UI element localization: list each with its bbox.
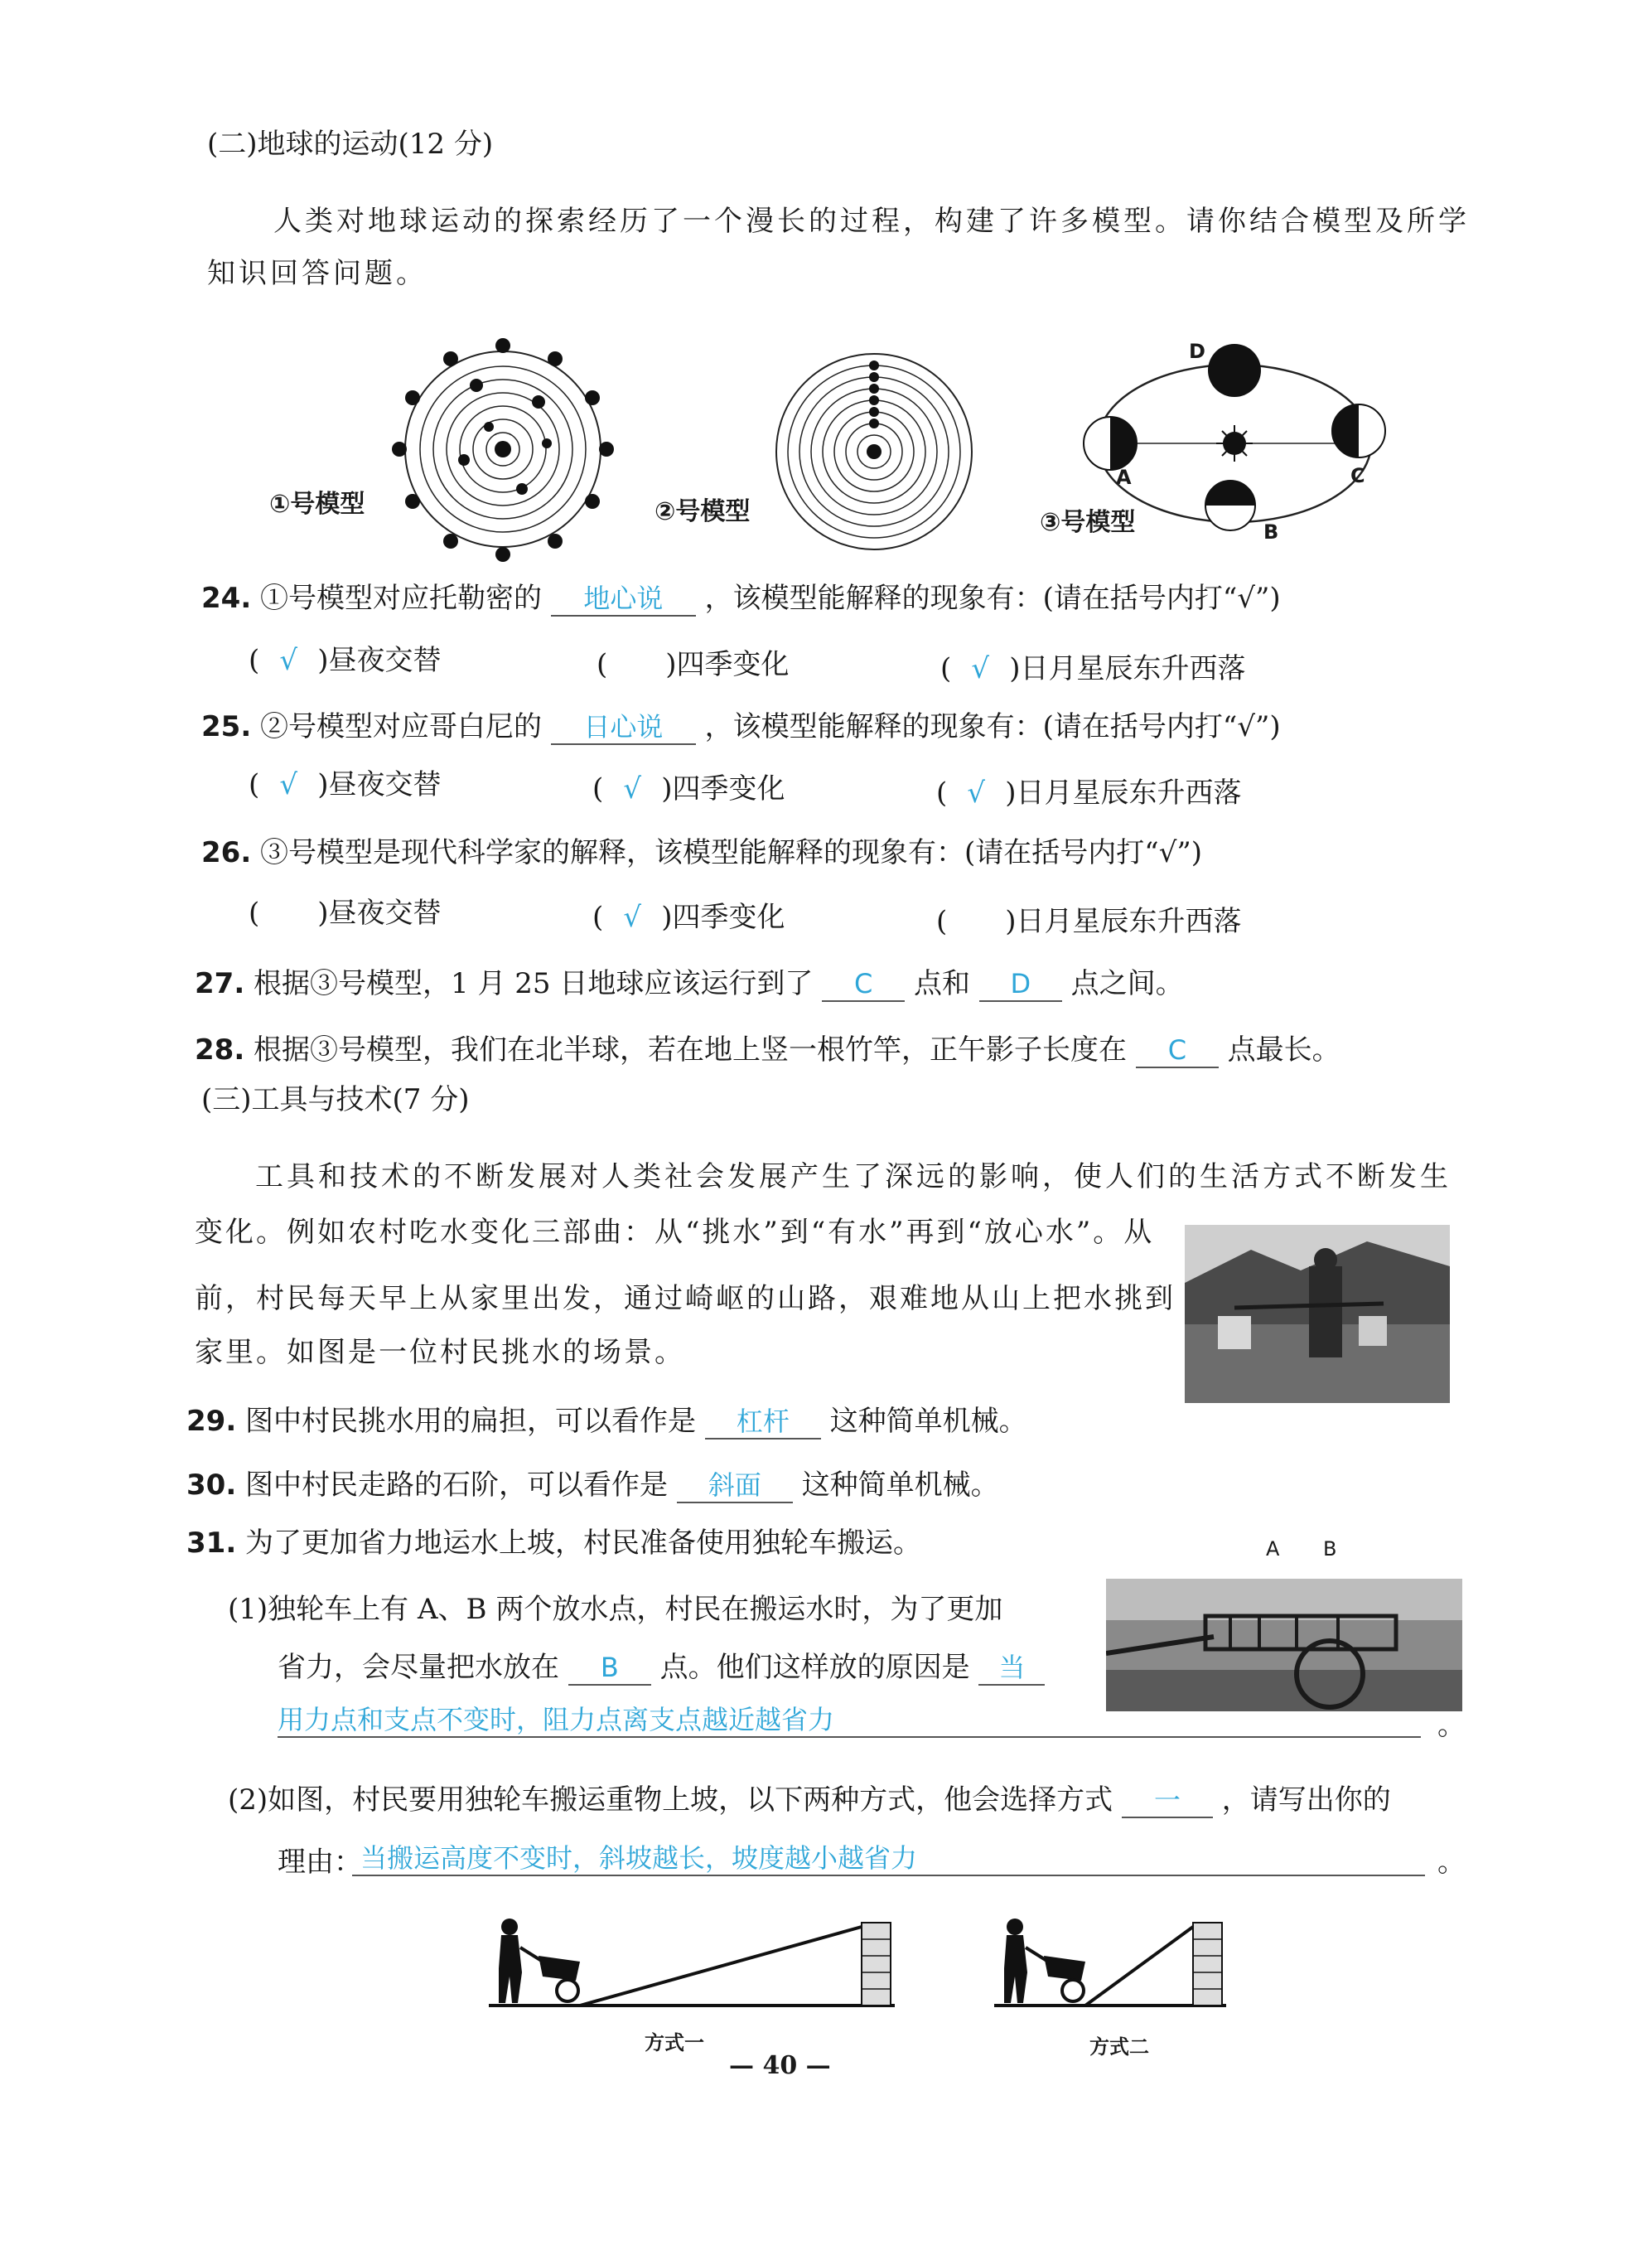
q27-text-c: 点之间。 <box>1070 967 1184 1000</box>
q31-p1-answer2-line <box>278 1703 1429 1740</box>
q31-p2-line1: (2)如图，村民要用独轮车搬运重物上坡，以下两种方式，他会选择方式 一 ，请写出你的 <box>228 1783 1391 1817</box>
page-number: — 40 — <box>729 2051 831 2080</box>
section3-intro-line2: 变化。例如农村吃水变化三部曲：从“挑水”到“有水”再到“放心水”。从 <box>195 1216 1155 1249</box>
q25-line <box>201 709 1281 745</box>
q27-answer2: D <box>979 967 1062 1002</box>
q26-line <box>201 835 1202 871</box>
q31-p1-line2: 省力，会尽量把水放在 B 点。他们这样放的原因是 当 <box>278 1649 1045 1686</box>
q31-p1-answer2: 用力点和支点不变时，阻力点离支点越近越省力 <box>278 1704 835 1735</box>
q27-line <box>195 965 1184 1002</box>
q25-opt1-mark: √ <box>279 768 298 801</box>
q24-text-a: ①号模型对应托勒密的 <box>260 582 543 615</box>
q30-answer: 斜面 <box>677 1469 793 1503</box>
q24-opt3-mark: √ <box>971 652 990 685</box>
q31-p1-line1: (1)独轮车上有 A、B 两个放水点，村民在搬运水时，为了更加 <box>228 1593 1003 1626</box>
q25-opt2: ( √ )四季变化 <box>592 772 785 806</box>
q26-opt1: ( )昼夜交替 <box>249 897 442 930</box>
orbit-label-b: B <box>1263 520 1279 544</box>
model1-geocentric-figure <box>389 336 617 564</box>
q27-text-b: 点和 <box>914 967 970 1000</box>
villager-carrying-water-photo <box>1185 1225 1450 1403</box>
q29-text-a: 图中村民挑水用的扁担，可以看作是 <box>245 1405 697 1438</box>
model2-caption: ②号模型 <box>655 497 751 526</box>
q28-text-a: 根据③号模型，我们在北半球，若在地上竖一根竹竿，正午影子长度在 <box>254 1033 1128 1067</box>
q24-opt1: ( √ )昼夜交替 <box>249 644 442 677</box>
way2-caption: 方式二 <box>1089 2035 1149 2059</box>
q25-opt1: ( √ )昼夜交替 <box>249 768 442 801</box>
orbit-label-d: D <box>1189 340 1205 363</box>
q27-answer1: C <box>822 967 905 1002</box>
q27-text-a: 根据③号模型，1 月 25 日地球应该运行到了 <box>254 967 814 1000</box>
model2-heliocentric-figure <box>770 348 978 555</box>
q29-answer: 杠杆 <box>705 1405 821 1440</box>
way1-caption: 方式一 <box>645 2031 704 2054</box>
section2-title: (二)地球的运动(12 分) <box>207 128 494 161</box>
q29-number: 29. <box>186 1405 237 1438</box>
q25-opt3-mark: √ <box>967 777 986 810</box>
q31-p1-answer2-start: 当 <box>978 1651 1045 1686</box>
q26-number: 26. <box>201 836 252 869</box>
q26-opt3: ( )日月星辰东升西落 <box>936 905 1242 938</box>
q25-text-a: ②号模型对应哥白尼的 <box>260 710 543 743</box>
q29-text-b: 这种简单机械。 <box>829 1405 1027 1438</box>
q31-p2-answer2-line <box>352 1841 1429 1878</box>
q24-line <box>201 580 1281 617</box>
orbit-label-c: C <box>1350 464 1365 487</box>
cart-label-b: B <box>1323 1537 1337 1560</box>
q28-answer: C <box>1136 1033 1219 1068</box>
q31-p1-end: 。 <box>1437 1709 1466 1742</box>
q26-text: ③号模型是现代科学家的解释，该模型能解释的现象有：(请在括号内打“√”) <box>260 836 1203 869</box>
q24-opt2: ( )四季变化 <box>597 648 790 681</box>
q28-line <box>195 1032 1340 1068</box>
q31-p2-answer: 一 <box>1122 1783 1213 1818</box>
q31-p2-line2-label: 理由： <box>278 1846 362 1879</box>
q28-number: 28. <box>195 1033 245 1067</box>
section3-intro-line3: 前，村民每天早上从家里出发，通过崎岖的山路，艰难地从山上把水挑到 <box>195 1282 1176 1315</box>
q24-number: 24. <box>201 582 252 615</box>
q28-text-b: 点最长。 <box>1227 1033 1340 1067</box>
q30-text-b: 这种简单机械。 <box>801 1469 999 1502</box>
q25-number: 25. <box>201 710 252 743</box>
q27-number: 27. <box>195 967 245 1000</box>
q31-p2-end: 。 <box>1437 1846 1466 1879</box>
section3-title: (三)工具与技术(7 分) <box>201 1083 470 1116</box>
model3-caption: ③号模型 <box>1040 508 1136 537</box>
section3-intro-line4: 家里。如图是一位村民挑水的场景。 <box>195 1336 685 1369</box>
q29-line <box>186 1403 1027 1440</box>
section2-intro-line1: 人类对地球运动的探索经历了一个漫长的过程，构建了许多模型。请你结合模型及所学 <box>273 205 1470 238</box>
q31-p1-answer: B <box>568 1651 651 1686</box>
q25-text-b: ，该模型能解释的现象有：(请在括号内打“√”) <box>704 710 1281 743</box>
q30-number: 30. <box>186 1469 237 1502</box>
section2-intro-line2: 知识回答问题。 <box>207 257 427 290</box>
q25-answer: 日心说 <box>551 710 696 745</box>
cart-label-a: A <box>1266 1537 1280 1560</box>
q31-number: 31. <box>186 1527 237 1560</box>
orbit-label-a: A <box>1116 466 1132 489</box>
q25-opt2-mark: √ <box>623 772 642 806</box>
section3-intro-line1: 工具和技术的不断发展对人类社会发展产生了深远的影响，使人们的生活方式不断发生 <box>255 1160 1452 1193</box>
q24-opt3: ( √ )日月星辰东升西落 <box>940 652 1246 685</box>
q31-line <box>186 1525 921 1561</box>
q24-opt1-mark: √ <box>279 644 298 677</box>
q24-text-b: ，该模型能解释的现象有：(请在括号内打“√”) <box>704 582 1281 615</box>
model1-caption: ①号模型 <box>269 490 365 519</box>
q30-text-a: 图中村民走路的石阶，可以看作是 <box>245 1469 669 1502</box>
q25-opt3: ( √ )日月星辰东升西落 <box>936 777 1242 810</box>
q26-opt2: ( √ )四季变化 <box>592 901 785 934</box>
q31-p2-answer2: 当搬运高度不变时，斜坡越长，坡度越小越省力 <box>360 1842 918 1874</box>
q24-answer: 地心说 <box>551 582 696 617</box>
q26-opt2-mark: √ <box>623 901 642 934</box>
q30-line <box>186 1467 999 1503</box>
way1-ramp-figure <box>489 1910 903 2014</box>
way2-ramp-figure <box>994 1910 1234 2014</box>
q31-text: 为了更加省力地运水上坡，村民准备使用独轮车搬运。 <box>245 1527 922 1560</box>
wheelbarrow-photo <box>1106 1579 1462 1711</box>
